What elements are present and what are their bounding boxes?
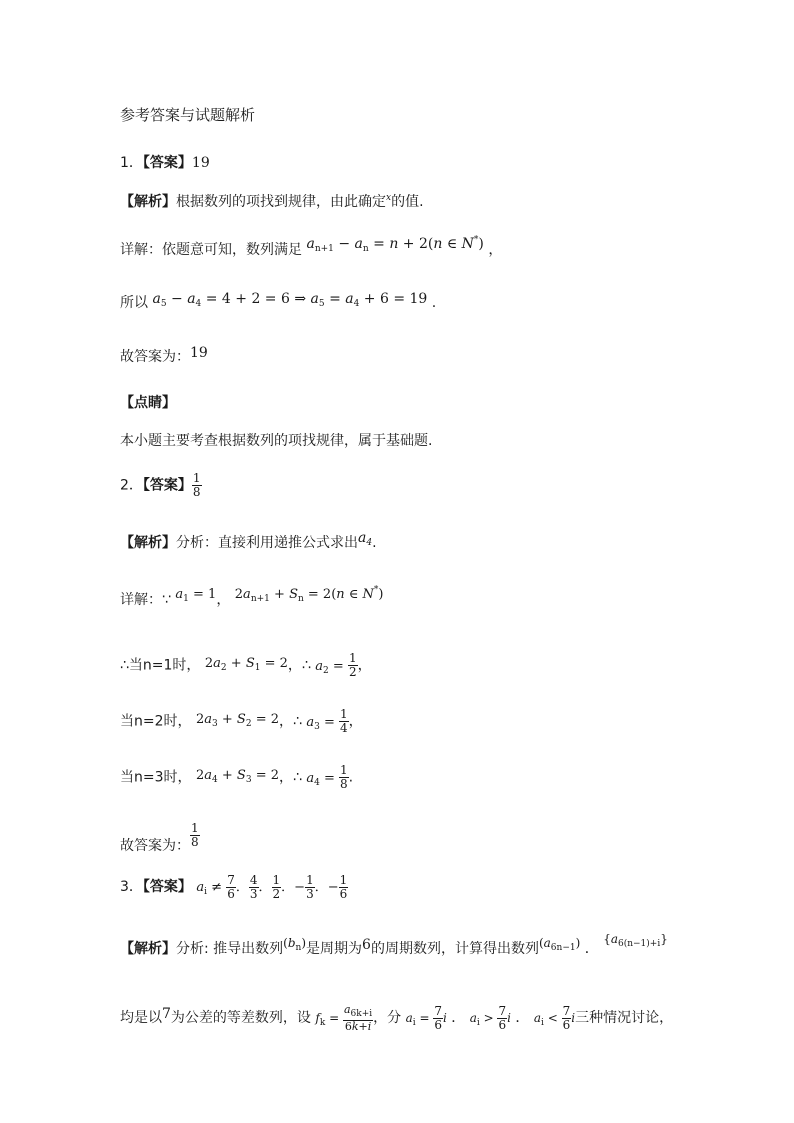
q3-answer-math: $a_i$ ≠ $\frac{7}{6}$ ． $\frac{4}{3}$ ． $\frac{1}{2}$ ．− $\frac{1}{3}$ ．− $\frac{1}{6}$	[196, 873, 348, 902]
q1-comment-tag-text: 【点睛】	[120, 395, 176, 411]
q3-case2: $a_i$ > $\frac{7}{6}$ i	[469, 1003, 511, 1032]
q3-analysis-b: 是周期为	[306, 941, 363, 957]
q1-detail-formula: $a_{n+1} - a_n = n + 2(n$ ∈ N*)	[306, 235, 489, 254]
q2-detail-label: 详解：∵	[120, 592, 171, 608]
q3-seq-b: $\{a_{6(n-1)+i}\}$	[603, 932, 668, 949]
q1-comment-text: 本小题主要考查根据数列的项找规律，属于基础题.	[120, 433, 433, 449]
q2-final-den: 8	[191, 835, 199, 850]
q3-line2-c: ，分	[373, 1010, 402, 1026]
q1-comment-tag	[120, 396, 176, 410]
q2-n1-den: 2	[348, 665, 357, 680]
q3-fk-def: $f_k$ = $\frac{a_{6k+i}}{6k+i}$	[315, 1003, 373, 1033]
q2-number: 2．	[120, 477, 143, 494]
q2-answer-fraction	[192, 472, 202, 499]
q3-line2: 均是以7为公差的等差数列，设 $f_k$ = $\frac{a_{6k+i}}{6k+i}$ ，分 $a_i$ = $\frac{7}{6}$ i ． $a_i$ > $\frac{7}{6}$ i ． $a_i$ < $\frac{7}{6}$ i三种情况讨论，	[120, 1003, 674, 1033]
q3-number: 3．	[120, 879, 143, 896]
q3-case1: $a_i$ = $\frac{7}{6}$ i	[405, 1003, 447, 1032]
q3-analysis-c: 的周期数列，计算得出数列	[370, 941, 539, 957]
q1-final-label: 故答案为：	[120, 349, 190, 365]
q3-analysis-tag: 【解析】	[120, 941, 176, 957]
q2-detail-m1: $a_1 = 1$	[175, 587, 217, 604]
q3-answer-line	[120, 874, 348, 901]
document-title: 参考答案与试题解析	[120, 106, 256, 124]
q2-n2-eq: $2a_3 + S_2 = 2$	[195, 711, 279, 729]
q3-answer-tag: 【答案】	[142, 879, 192, 896]
q1-detail-label: 详解：依题意可知，数列满足	[120, 242, 302, 258]
q1-analysis-line	[120, 194, 424, 209]
q2-answer-line	[120, 472, 202, 499]
q2-n3-num: 1	[340, 763, 348, 777]
q3-analysis-a: 分析: 推导出数列	[176, 941, 284, 957]
q3-seq-a: $(a_{6n-1})$	[538, 936, 581, 953]
q2-n1-fraction	[348, 652, 358, 679]
q2-n3-fraction	[339, 764, 349, 791]
q2-n3-label: 当n=3时，	[120, 769, 192, 786]
q2-detail-m2: $2a_{n+1} + S_n = 2(n$ ∈ N*)	[234, 585, 384, 604]
q1-final-line	[120, 345, 208, 365]
q2-analysis-line	[120, 530, 377, 553]
q2-n1-num: 1	[348, 651, 357, 665]
q2-n1-eq: $2a_2 + S_1 = 2$	[204, 655, 288, 673]
q1-analysis-tag: 【解析】	[120, 194, 176, 210]
q2-analysis-var: $a_4$	[358, 530, 373, 548]
q2-n2-num: 1	[340, 707, 348, 721]
q1-answer-line	[120, 156, 210, 170]
q1-analysis-text: 根据数列的项找到规律，由此确定	[176, 194, 386, 210]
q3-common-diff: 7	[162, 1006, 171, 1022]
q3-line2-a: 均是以	[120, 1010, 162, 1026]
q1-analysis-var: x	[386, 193, 392, 203]
q1-analysis-end: 的值.	[391, 194, 424, 210]
q2-n3-eq: $2a_4 + S_3 = 2$	[195, 767, 279, 785]
q2-final-num: 1	[191, 821, 199, 835]
q3-period: 6	[362, 937, 371, 953]
q2-answer-den: 8	[192, 485, 201, 500]
q2-analysis-text: 分析：直接利用递推公式求出	[176, 535, 358, 551]
q2-n3-den: 8	[340, 777, 348, 792]
q2-final-line	[120, 822, 200, 853]
q3-line2-d: 三种情况讨论，	[575, 1010, 674, 1026]
q1-detail-line	[120, 235, 503, 260]
q2-n1-label: ∴当n=1时，	[120, 657, 201, 674]
q2-final-fraction	[190, 822, 200, 849]
q2-n2-den: 4	[340, 721, 348, 736]
q1-number: 1．	[120, 155, 143, 171]
q1-answer-tag: 【答案】	[142, 155, 192, 171]
q3-case3: $a_i$ < $\frac{7}{6}$ i	[533, 1003, 576, 1032]
q2-n2-line: 当n=2时， $2a_3 + S_2 = 2$，∴ $a_3$ = $\frac{1}{4}$ ，	[120, 707, 363, 736]
q2-final-label: 故答案为：	[120, 838, 190, 855]
q2-n2-fraction	[339, 708, 349, 735]
q1-so-formula: $a_5 - a_4 = 4 + 2 = 6$ ⇒ $a_5 = a_4 + 6 = 19$	[152, 291, 432, 309]
q2-analysis-end: .	[372, 535, 377, 551]
q3-bn: $(b_n)$	[283, 936, 307, 953]
q1-so-label: 所以	[120, 295, 148, 311]
q2-n3-result: $a_4$ =	[306, 770, 340, 788]
q2-n3-line: 当n=3时， $2a_4 + S_3 = 2$，∴ $a_4$ = $\frac{1}{8}$ .	[120, 763, 354, 792]
q2-n2-label: 当n=2时，	[120, 713, 192, 730]
q2-answer-num: 1	[192, 471, 201, 485]
q2-n2-result: $a_3$ =	[306, 714, 340, 732]
q1-so-line	[120, 291, 437, 313]
q1-detail-end: ，	[488, 242, 503, 258]
q2-detail-line: 详解：∵ $a_1 = 1$， $2a_{n+1} + S_n = 2(n$ ∈ N*)	[120, 585, 384, 608]
q2-answer-tag: 【答案】	[142, 477, 192, 494]
q3-analysis-line: 【解析】分析: 推导出数列$(b_n)$是周期为6的周期数列，计算得出数列$(a_{6n-1})$ ． $\{a_{6(n-1)+i}\}$	[120, 932, 668, 957]
q1-final-value: 19	[190, 345, 208, 361]
q2-n1-line: ∴当n=1时， $2a_2 + S_1 = 2$，∴ $a_2$ = $\frac{1}{2}$ ，	[120, 651, 372, 680]
q2-analysis-tag: 【解析】	[120, 535, 176, 551]
q3-line2-b: 为公差的等差数列，设	[170, 1010, 311, 1026]
q1-so-end: .	[431, 295, 437, 311]
q1-answer-value: 19	[191, 155, 210, 171]
q2-n1-result: $a_2$ =	[315, 658, 348, 676]
